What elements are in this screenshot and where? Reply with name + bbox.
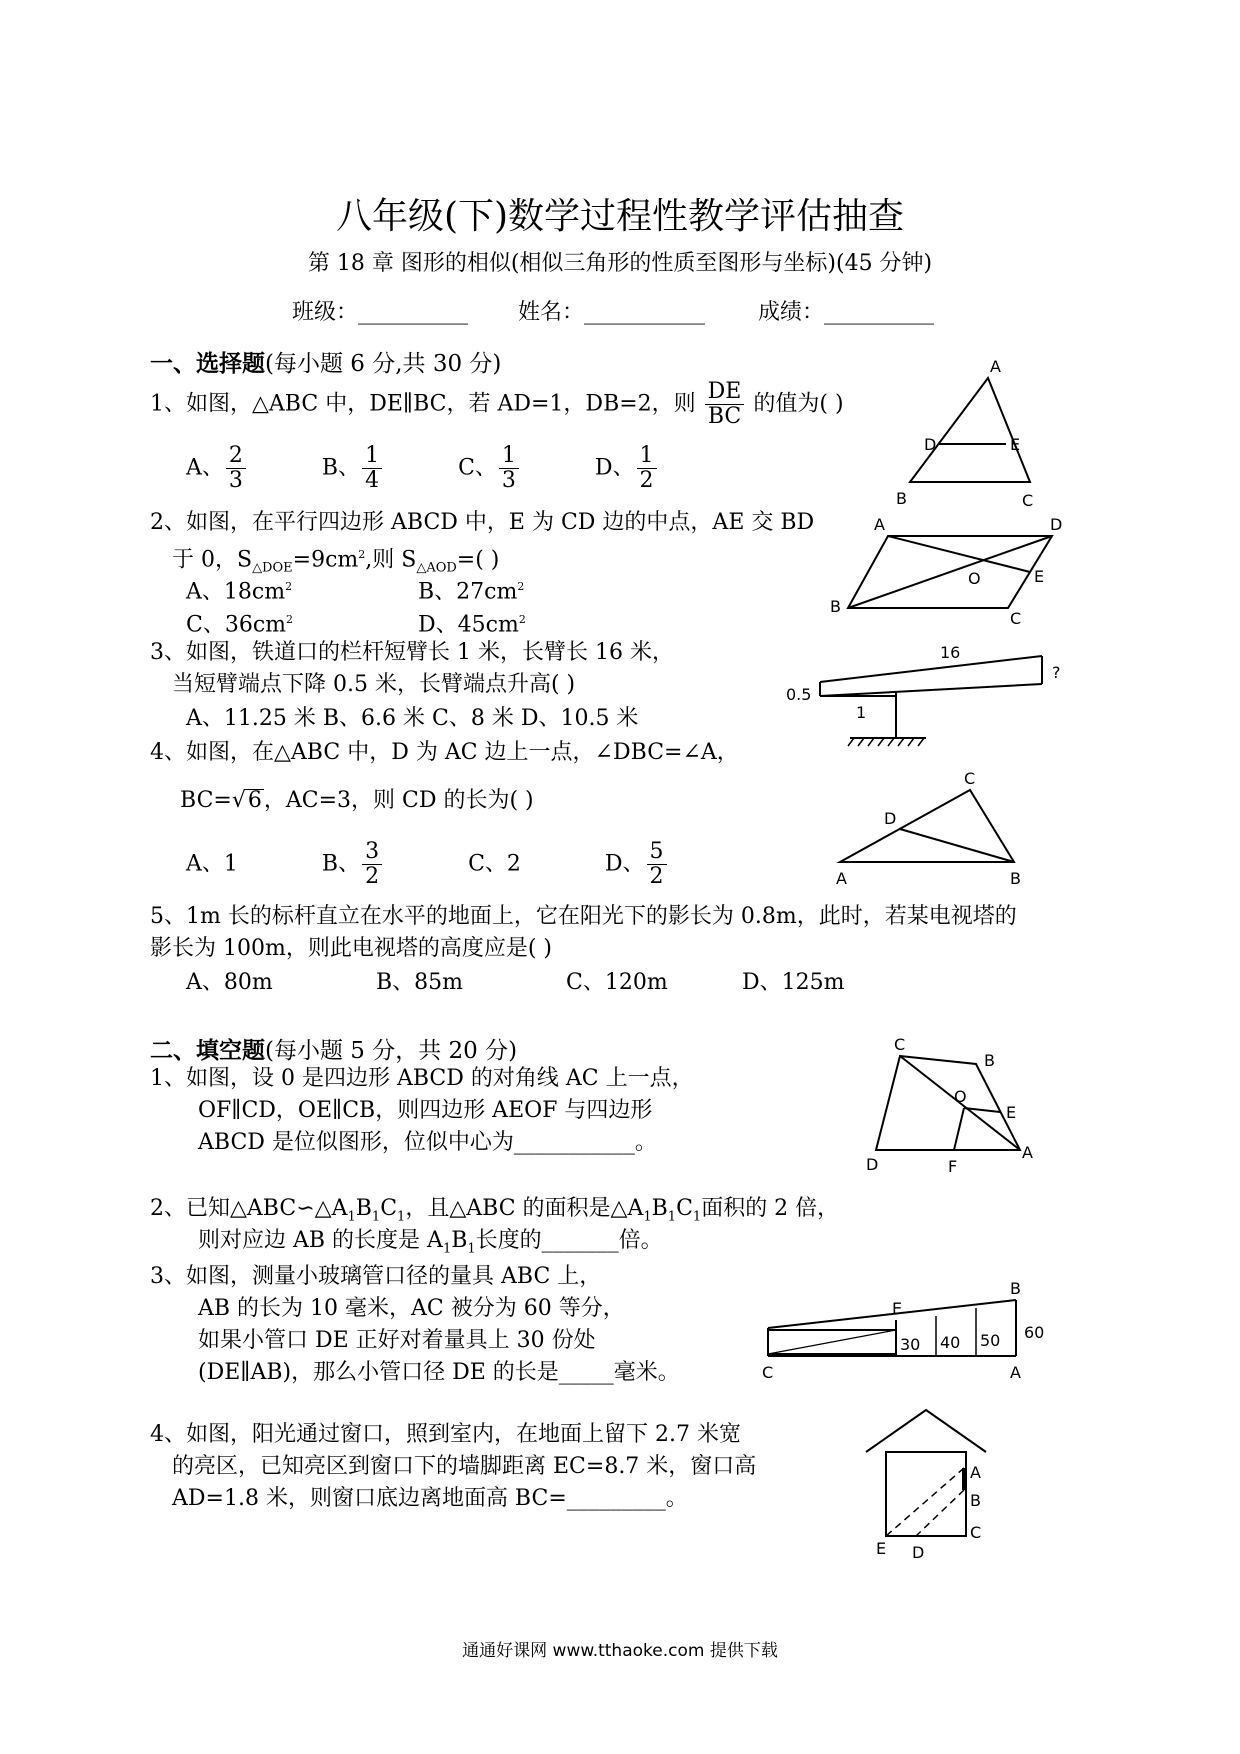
sup-2: 2 xyxy=(358,548,366,561)
label-c: C xyxy=(1022,491,1034,510)
class-field xyxy=(292,295,468,326)
s1-q5-opt-a: A、80m xyxy=(186,970,273,995)
s1-q2-opt-b xyxy=(418,572,524,607)
s2-q2-line2 xyxy=(198,1226,663,1264)
score-blank: __________ xyxy=(824,300,935,325)
s1-q2-line2-d: =( ) xyxy=(456,547,500,573)
diagonal-bd xyxy=(848,536,1052,608)
s1-q1-opt-a-frac xyxy=(226,444,246,493)
s1-q5-line2: 影长为 100m，则此电视塔的高度应是( ) xyxy=(150,936,553,961)
label-a: A xyxy=(874,515,885,534)
s1-q1-text-a: 1、如图，△ABC 中，DE∥BC，若 AD=1，DB=2，则 xyxy=(150,391,696,417)
label-a: A xyxy=(1022,1143,1033,1162)
long-arm-top xyxy=(820,656,1042,682)
s1-q4-options xyxy=(186,840,669,889)
frac-num: 5 xyxy=(647,840,667,865)
ground-hatch xyxy=(848,738,924,746)
s2-q3-line1: 3、如图，测量小玻璃管口径的量具 ABC 上， xyxy=(150,1264,602,1289)
sub-1: 1 xyxy=(371,1209,381,1225)
s2-q3-figure xyxy=(760,1280,1060,1380)
label-b: B xyxy=(970,1491,981,1510)
label-c: C xyxy=(894,1035,906,1054)
s1-q5-opt-b: B、85m xyxy=(376,970,464,995)
label-e: E xyxy=(1010,435,1021,454)
sqrt-value: 6 xyxy=(247,788,262,813)
label-e: E xyxy=(892,1299,903,1318)
label-0-5: 0.5 xyxy=(786,685,812,704)
label-e: E xyxy=(1034,567,1045,586)
frac-den: 2 xyxy=(365,864,380,889)
sub-1: 1 xyxy=(667,1209,677,1225)
room-wall xyxy=(886,1452,966,1536)
frac-den: 4 xyxy=(365,468,380,493)
s2-q4-line2: 的亮区，已知亮区到窗口下的墙脚距离 EC=8.7 米，窗口高 xyxy=(172,1454,757,1479)
tick-label-60: 60 xyxy=(1024,1323,1045,1342)
frac-num: DE xyxy=(705,380,745,405)
s1-q4-opt-a: A、1 xyxy=(186,851,238,877)
s2-q4-line3: AD=1.8 米，则窗口底边离地面高 BC=_________。 xyxy=(172,1486,688,1511)
s1-q2-line2-a: 于 0，S xyxy=(172,547,253,573)
s1-q4-line2 xyxy=(180,786,534,816)
tube-diagonal xyxy=(768,1330,896,1354)
tick-label-50: 50 xyxy=(980,1331,1001,1350)
s1-q4-figure xyxy=(830,766,1030,896)
sub-1: 1 xyxy=(442,1241,452,1257)
s2-q1-figure xyxy=(860,1036,1040,1176)
s2-q3-line4: (DE∥AB)，那么小管口径 DE 的长是_____毫米。 xyxy=(198,1360,680,1385)
s1-q1-figure xyxy=(890,357,1060,520)
score-field xyxy=(758,295,934,326)
sunray-bottom xyxy=(916,1490,964,1536)
s1-q1-text-b: 的值为( ) xyxy=(753,391,844,417)
s2-q1-line2: OF∥CD，OE∥CB，则四边形 AEOF 与四边形 xyxy=(198,1098,653,1123)
label-c: C xyxy=(964,769,976,788)
s1-q2-opt-d xyxy=(418,605,526,640)
s2-q2-line1-b2: B xyxy=(651,1196,668,1221)
label-16: 16 xyxy=(940,643,961,662)
quad-abcd xyxy=(876,1056,1020,1150)
name-label: 姓名： xyxy=(518,300,585,325)
s1-q4-opt-b: B、 xyxy=(321,851,361,877)
sup-2: 2 xyxy=(285,580,293,593)
s1-q1-opt-d-frac xyxy=(637,444,657,493)
s1-q2-line1: 2、如图，在平行四边形 ABCD 中，E 为 CD 边的中点，AE 交 BD xyxy=(150,510,815,535)
sub-1: 1 xyxy=(347,1209,356,1225)
frac-den: 3 xyxy=(228,468,243,493)
name-blank: ___________ xyxy=(584,300,706,325)
roof xyxy=(866,1410,986,1452)
s1-q1-opt-b: B、 xyxy=(321,455,361,481)
frac-den: 3 xyxy=(501,468,516,493)
s2-q2-line1-c2: C xyxy=(676,1196,693,1221)
s1-q4-opt-b-frac xyxy=(362,840,382,889)
opt-text: C、36cm xyxy=(186,612,287,638)
frac-num: 2 xyxy=(226,444,246,469)
opt-text: D、45cm xyxy=(418,612,519,638)
section1-heading xyxy=(150,345,501,378)
s1-q1-opt-b-frac xyxy=(362,444,382,493)
s1-q5-opt-d: D、125m xyxy=(742,970,845,995)
s2-q4-line1: 4、如图，阳光通过窗口，照到室内，在地面上留下 2.7 米宽 xyxy=(150,1422,741,1447)
opt-text: B、27cm xyxy=(418,579,518,605)
sub-doe: △DOE xyxy=(252,560,293,576)
s1-q4-opt-d: D、 xyxy=(604,851,645,877)
score-label: 成绩： xyxy=(758,300,825,325)
label-a: A xyxy=(1010,1363,1021,1382)
s1-q5-opt-c: C、120m xyxy=(566,970,668,995)
s2-q3-line2: AB 的长为 10 毫米，AC 被分为 60 等分， xyxy=(198,1296,625,1321)
label-c: C xyxy=(1010,609,1022,628)
sub-1: 1 xyxy=(643,1209,652,1225)
footer-credit: 通通好课网 www.tthaoke.com 提供下载 xyxy=(462,1641,778,1661)
s2-q4-figure xyxy=(860,1406,1000,1566)
segment-of xyxy=(954,1108,964,1150)
label-d: D xyxy=(884,809,897,828)
frac-num: 1 xyxy=(637,444,657,469)
label-e: E xyxy=(876,1539,887,1558)
label-b: B xyxy=(830,597,841,616)
s2-q2-line1-e: 面积的 2 倍， xyxy=(701,1196,840,1221)
s1-q3-options: A、11.25 米 B、6.6 米 C、8 米 D、10.5 米 xyxy=(186,706,639,731)
s1-q1-options xyxy=(186,444,659,493)
label-b: B xyxy=(896,489,907,508)
label-a: A xyxy=(990,357,1001,376)
s2-q2-line1-a: 2、已知△ABC∽△A xyxy=(150,1196,348,1221)
s1-q4-line1: 4、如图，在△ABC 中，D 为 AC 边上一点，∠DBC=∠A， xyxy=(150,740,739,765)
section2-heading xyxy=(150,1032,517,1065)
s1-q1-opt-c-frac xyxy=(499,444,519,493)
sup-2: 2 xyxy=(518,613,526,626)
tick-label-40: 40 xyxy=(940,1333,961,1352)
segment-ae xyxy=(888,536,1030,572)
sub-aod: △AOD xyxy=(416,560,457,576)
sub-1: 1 xyxy=(467,1241,476,1257)
opt-text: A、18cm xyxy=(186,579,286,605)
s1-q1-fraction xyxy=(705,380,745,429)
s2-q3-line3: 如果小管口 DE 正好对着量具上 30 份处 xyxy=(198,1328,596,1353)
label-a: A xyxy=(970,1463,981,1482)
s2-q2-line1-c: C xyxy=(380,1196,398,1221)
label-b: B xyxy=(984,1051,995,1070)
label-b: B xyxy=(1010,869,1021,888)
label-d: D xyxy=(866,1155,879,1174)
name-field xyxy=(518,295,705,326)
triangle-abc xyxy=(910,378,1030,482)
frac-num: 3 xyxy=(362,840,382,865)
frac-den: 2 xyxy=(649,864,664,889)
label-1: 1 xyxy=(856,703,867,722)
label-o: O xyxy=(954,1087,967,1106)
frac-num: 1 xyxy=(362,444,382,469)
s1-q1-opt-a: A、 xyxy=(186,455,224,481)
label-d: D xyxy=(924,435,937,454)
s2-q2-line1-d: ，且△ABC 的面积是△A xyxy=(405,1196,644,1221)
s1-q2-line2-c: ,则 S xyxy=(365,547,417,573)
s1-q4-line2-a: BC= xyxy=(180,788,232,813)
s1-q2-figure xyxy=(820,512,1080,628)
s1-q3-figure xyxy=(780,644,1080,754)
class-label: 班级： xyxy=(292,300,359,325)
label-c: C xyxy=(762,1363,774,1382)
frac-den: BC xyxy=(707,404,742,429)
s1-q1-opt-c: C、 xyxy=(458,455,497,481)
section2-heading-bold: 二、填空题 xyxy=(150,1037,265,1064)
sub-1: 1 xyxy=(692,1209,702,1225)
tick-label-30: 30 xyxy=(900,1335,921,1354)
section1-heading-rest: (每小题 6 分,共 30 分) xyxy=(265,351,502,377)
s2-q2-line2-b-letter: B xyxy=(451,1228,468,1253)
sqrt-sign: √ xyxy=(231,788,246,813)
label-e: E xyxy=(1006,1103,1017,1122)
label-a: A xyxy=(836,869,847,888)
s1-q2-opt-c xyxy=(186,605,293,640)
frac-den: 2 xyxy=(639,468,654,493)
s1-q2-line2-b: =9cm xyxy=(292,547,359,573)
s1-q5-line1: 5、1m 长的标杆直立在水平的地面上，它在阳光下的影长为 0.8m，此时，若某电视塔的 xyxy=(150,904,1017,929)
class-blank: __________ xyxy=(358,300,469,325)
s1-q3-line2: 当短臂端点下降 0.5 米，长臂端点升高( ) xyxy=(172,672,576,697)
section1-heading-bold: 一、选择题 xyxy=(150,350,265,377)
sup-2: 2 xyxy=(286,613,294,626)
page-title: 八年级(下)数学过程性教学评估抽查 xyxy=(335,196,905,237)
s1-q2-opt-a xyxy=(186,572,292,607)
label-b: B xyxy=(1010,1279,1021,1298)
s2-q2-line2-a: 则对应边 AB 的长度是 A xyxy=(198,1228,443,1253)
page-subtitle: 第 18 章 图形的相似(相似三角形的性质至图形与坐标)(45 分钟) xyxy=(307,251,933,276)
section2-heading-rest: (每小题 5 分，共 20 分) xyxy=(265,1038,518,1064)
label-f: F xyxy=(948,1157,958,1176)
s2-q2-line2-b: 长度的_______倍。 xyxy=(475,1228,663,1253)
s1-q1-opt-d: D、 xyxy=(594,455,635,481)
long-arm-bottom xyxy=(820,684,1042,696)
s2-q2-line1-b: B xyxy=(355,1196,372,1221)
s1-q4-opt-d-frac xyxy=(647,840,667,889)
frac-num: 1 xyxy=(499,444,519,469)
label-d: D xyxy=(912,1543,925,1562)
label-c: C xyxy=(970,1523,982,1542)
s1-q4-line2-b: ，AC=3，则 CD 的长为( ) xyxy=(263,788,534,813)
triangle-abc xyxy=(840,790,1014,862)
label-question: ? xyxy=(1052,663,1061,682)
s1-q1-stem xyxy=(150,380,844,429)
sup-2: 2 xyxy=(517,580,525,593)
s2-q1-line1: 1、如图，设 0 是四边形 ABCD 的对角线 AC 上一点， xyxy=(150,1066,694,1091)
s1-q3-line1: 3、如图，铁道口的栏杆短臂长 1 米，长臂长 16 米， xyxy=(150,640,674,665)
sub-1: 1 xyxy=(397,1209,406,1225)
label-o: O xyxy=(968,569,981,588)
s2-q1-line3: ABCD 是位似图形，位似中心为___________。 xyxy=(198,1130,657,1155)
label-d: D xyxy=(1050,515,1063,534)
s1-q4-opt-c: C、2 xyxy=(468,851,521,877)
